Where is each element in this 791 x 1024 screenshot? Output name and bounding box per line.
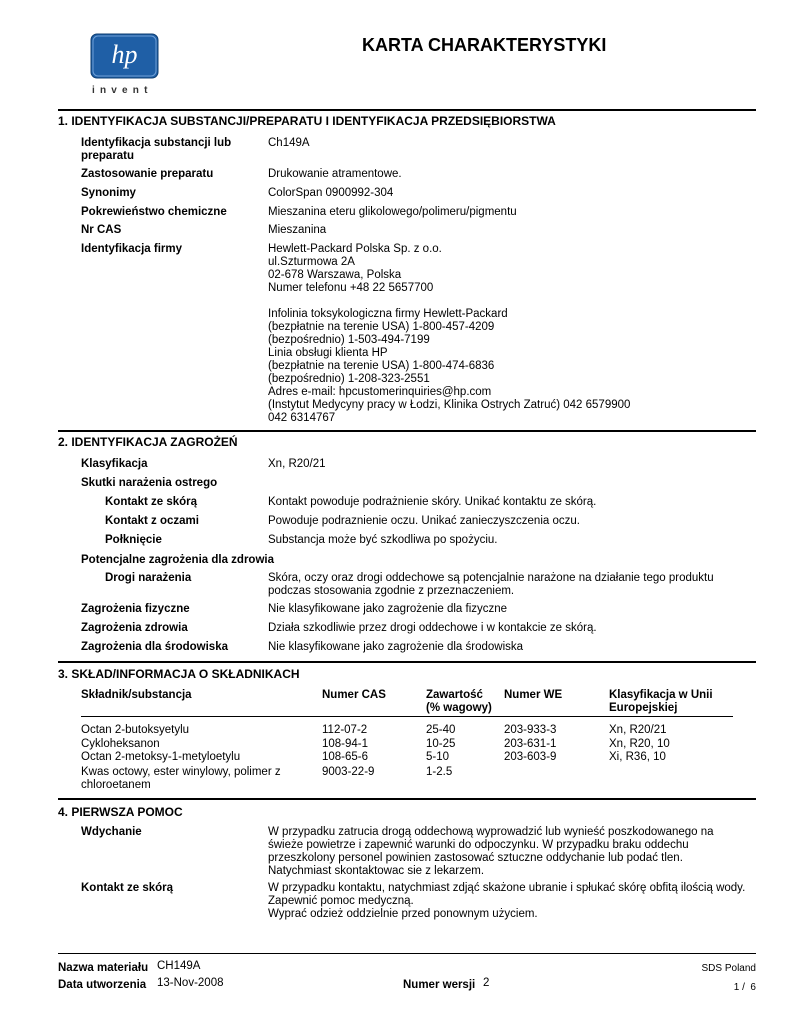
value-identification: Ch149A (268, 137, 310, 149)
table-cell: 10-25 (426, 738, 456, 750)
footer-material-label: Nazwa materiału (58, 962, 149, 974)
table-cell: Xn, R20, 10 (609, 738, 670, 750)
label-synonyms: Synonimy (81, 187, 136, 199)
table-cell: 108-65-6 (322, 751, 369, 763)
document-title: KARTA CHARAKTERYSTYKI (362, 35, 607, 55)
value-ingestion: Substancja może być szkodliwa po spożyciu. (268, 534, 498, 546)
label-chemical-family: Pokrewieństwo chemiczne (81, 206, 227, 218)
logo-tagline: invent (92, 85, 153, 96)
section-3-heading: 3. SKŁAD/INFORMACJA O SKŁADNIKACH (58, 667, 300, 681)
label-skin-contact: Kontakt ze skórą (105, 496, 198, 508)
label-classification: Klasyfikacja (81, 458, 148, 470)
table-cell: 112-07-2 (322, 724, 368, 736)
table-cell: 108-94-1 (322, 738, 369, 750)
section-divider (58, 109, 756, 111)
label-use: Zastosowanie preparatu (81, 168, 214, 180)
section-4-heading: 4. PIERWSZA POMOC (58, 805, 183, 819)
column-header: Numer CAS (322, 689, 386, 701)
table-cell: Octan 2-butoksyetylu (81, 724, 190, 736)
value-company: Hewlett-Packard Polska Sp. z o.o. ul.Szturmowa 2A 02-678 Warszawa, Polska Numer telefonu +48 22 5657700 Infolinia toksykologiczna firmy Hewlett-Packard (bezpłatnie na terenie USA) 1-800-457-4209 (bezpośrednio) 1-503-494-7199 Linia obsługi klienta HP (bezpłatnie na terenie USA) 1-800-474-6836 (bezpośrednio) 1-208-323-2551 Adres e-mail: hpcustomerinquiries@hp.com (Instytut Medycyny pracy w Łodzi, Klinika Ostrych Zatruć) 042 6579900 042 6314767 (268, 243, 631, 424)
label-inhalation: Wdychanie (81, 826, 142, 838)
label-health-hazards: Zagrożenia zdrowia (81, 622, 188, 634)
table-cell: 1-2.5 (426, 766, 453, 778)
footer-sds-label: SDS Poland (701, 963, 756, 974)
value-use: Drukowanie atramentowe. (268, 168, 402, 180)
column-header: Klasyfikacja w Unii Europejskiej (609, 689, 713, 714)
footer-created-label: Data utworzenia (58, 979, 147, 991)
value-first-aid-skin: W przypadku kontaktu, natychmiast zdjąć skażone ubranie i spłukać skórę obfitą ilością wody. Zapewnić pomoc medyczną. Wyprać odzież oddzielnie przed ponownym użyciem. (268, 882, 746, 920)
section-divider (58, 661, 756, 663)
section-divider (58, 798, 756, 800)
svg-text:hp: hp (111, 40, 138, 69)
column-header: Numer WE (504, 689, 563, 701)
label-exposure-routes: Drogi narażenia (105, 572, 192, 584)
hp-logo (90, 33, 159, 79)
value-synonyms: ColorSpan 0900992-304 (268, 187, 394, 199)
table-cell: 25-40 (426, 724, 456, 736)
value-classification: Xn, R20/21 (268, 458, 326, 470)
label-first-aid-skin: Kontakt ze skórą (81, 882, 174, 894)
label-potential-health: Potencjalne zagrożenia dla zdrowia (81, 554, 274, 566)
section-divider (58, 430, 756, 432)
column-header: Zawartość (% wagowy) (426, 689, 492, 714)
label-cas: Nr CAS (81, 224, 122, 236)
footer-material-value: CH149A (157, 960, 201, 972)
column-header: Składnik/substancja (81, 689, 192, 701)
table-cell: 203-631-1 (504, 738, 557, 750)
table-cell: Xn, R20/21 (609, 724, 667, 736)
table-header-rule (81, 716, 733, 717)
value-exposure-routes: Skóra, oczy oraz drogi oddechowe są potencjalnie narażone na działanie tego produktu podczas stosowania zgodnie z przeznaczeniem. (268, 572, 714, 597)
label-eye-contact: Kontakt z oczami (105, 515, 199, 527)
footer-version-value: 2 (483, 977, 490, 989)
footer-divider (58, 953, 756, 954)
label-company: Identyfikacja firmy (81, 243, 182, 255)
label-env-hazards: Zagrożenia dla środowiska (81, 641, 228, 653)
section-2-heading: 2. IDENTYFIKACJA ZAGROŻEŃ (58, 435, 238, 449)
label-ingestion: Połknięcie (105, 534, 162, 546)
label-physical-hazards: Zagrożenia fizyczne (81, 603, 190, 615)
footer-page-number: 1 / 6 (733, 982, 756, 993)
value-chemical-family: Mieszanina eteru glikolowego/polimeru/pigmentu (268, 206, 517, 218)
table-cell: Octan 2-metoksy-1-metyloetylu (81, 751, 241, 763)
table-cell: 5-10 (426, 751, 450, 763)
value-skin-contact: Kontakt powoduje podrażnienie skóry. Unikać kontaktu ze skórą. (268, 496, 597, 508)
value-eye-contact: Powoduje podraznienie oczu. Unikać zanieczyszczenia oczu. (268, 515, 580, 527)
value-cas: Mieszanina (268, 224, 327, 236)
section-1-heading: 1. IDENTYFIKACJA SUBSTANCJI/PREPARATU I IDENTYFIKACJA PRZEDSIĘBIORSTWA (58, 114, 556, 128)
label-acute-effects: Skutki narażenia ostrego (81, 477, 218, 489)
table-cell: Kwas octowy, ester winylowy, polimer z chloroetanem (81, 766, 281, 791)
table-cell: 203-933-3 (504, 724, 557, 736)
table-cell: 203-603-9 (504, 751, 557, 763)
table-cell: Xi, R36, 10 (609, 751, 666, 763)
footer-version-label: Numer wersji (403, 979, 476, 991)
table-cell: 9003-22-9 (322, 766, 375, 778)
hp-logo-icon (90, 33, 159, 79)
value-inhalation: W przypadku zatrucia drogą oddechową wyprowadzić lub wynieść poszkodowanego na świeże powietrze i zapewnić warunki do odpoczynku. W przypadku braku oddechu przeszkolony personel powinien zastosować sztuczne oddychanie lub podać tlen. Natychmiast skontaktowac sie z lekarzem. (268, 826, 714, 877)
label-identification: Identyfikacja substancji lub preparatu (81, 137, 232, 162)
footer-created-value: 13-Nov-2008 (157, 977, 224, 989)
value-env-hazards: Nie klasyfikowane jako zagrożenie dla środowiska (268, 641, 524, 653)
value-physical-hazards: Nie klasyfikowane jako zagrożenie dla fizyczne (268, 603, 508, 615)
table-cell: Cykloheksanon (81, 738, 160, 750)
value-health-hazards: Działa szkodliwie przez drogi oddechowe i w kontakcie ze skórą. (268, 622, 597, 634)
